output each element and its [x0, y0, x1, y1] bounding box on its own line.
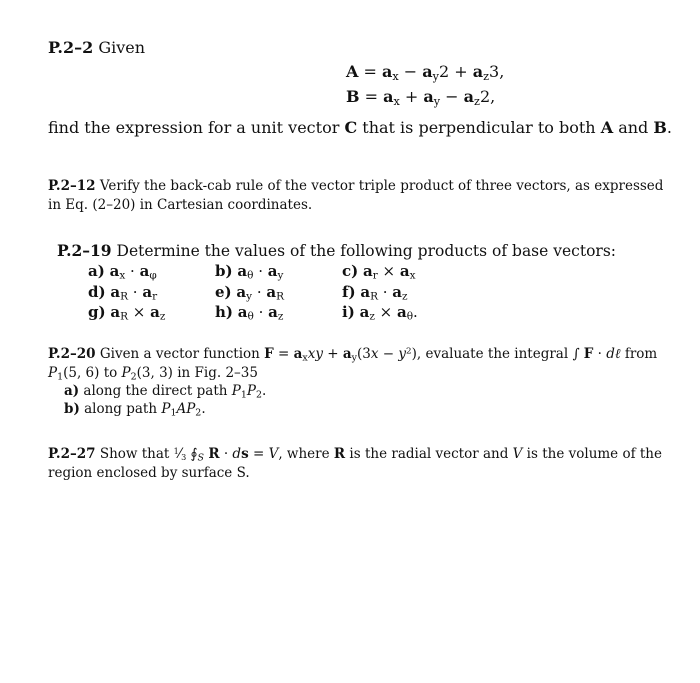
product-a: a) $a_x \cdot a_\varphi$: [88, 262, 157, 282]
problem-2-20-part-b: b) along path $P_1AP_2$.: [64, 401, 206, 419]
product-c: c) $a_r \times a_x$: [342, 262, 416, 282]
problem-2-27-line2: region enclosed by surface S.: [48, 465, 250, 481]
equation-a: $A = a_x - a_y2 + a_z3$,: [346, 62, 505, 83]
product-h: h) $a_\theta \cdot a_z$: [215, 303, 284, 323]
product-d: d) $a_R \cdot a_r$: [88, 283, 158, 303]
problem-2-19-heading: P.2–19 Determine the values of the following products of base vectors:: [57, 241, 616, 260]
product-g: g) $a_R \times a_z$: [88, 303, 166, 323]
problem-2-20-line1: P.2–20 Given a vector function $F = a_xxy + a_y(3x - y^2)$, evaluate the integral ∫ F · dℓ from: [48, 346, 658, 364]
product-i: i) $a_z \times a_\theta$.: [342, 303, 418, 323]
problem-2-27-line1: P.2–27 Show that $^1⁄_3$ $∮_S$ R · ds = V, where R is the radial vector and V is the volume of the: [48, 445, 662, 464]
problem-2-2-statement: find the expression for a unit vector C that is perpendicular to both A and B.: [48, 118, 673, 137]
product-b: b) $a_\theta \cdot a_y$: [215, 262, 284, 282]
problem-2-20-line2: $P_1(5$, 6) to $P_2(3$, 3) in Fig. 2–35: [48, 365, 258, 383]
product-f: f) $a_R \cdot a_z$: [342, 283, 408, 303]
equation-b: $B = a_x + a_y - a_z2$,: [346, 87, 496, 108]
problem-2-12-line2: in Eq. (2–20) in Cartesian coordinates.: [48, 197, 313, 213]
problem-2-20-part-a: a) along the direct path $P_1P_2$.: [64, 383, 267, 401]
problem-2-12-line1: P.2–12 Verify the back-cab rule of the vector triple product of three vectors, as expressed: [48, 178, 664, 194]
problem-2-2-heading: P.2–2 Given: [48, 38, 146, 57]
product-e: e) $a_y \cdot a_R$: [215, 283, 285, 303]
